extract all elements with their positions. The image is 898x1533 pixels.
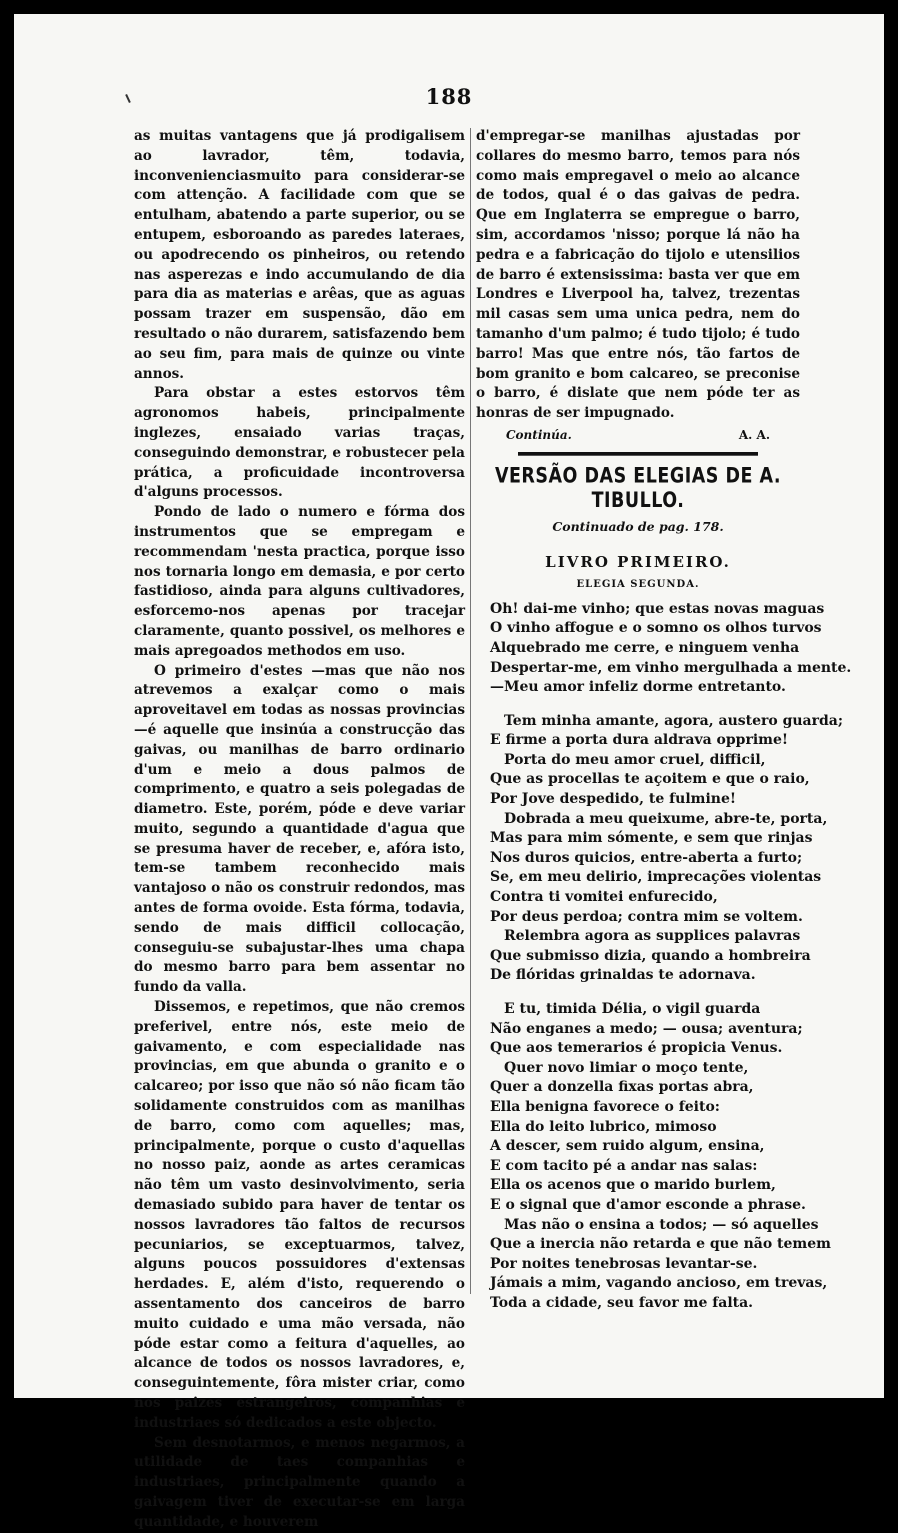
verse-line: E firme a porta dura aldrava opprime! <box>490 732 789 749</box>
right-column <box>476 127 852 1314</box>
page-number: 188 <box>425 84 473 109</box>
verse-line: Mas para mim sómente, e sem que rinjas <box>490 830 813 847</box>
verse-line: Jámais a mim, vagando ancioso, em trevas, <box>490 1275 828 1292</box>
verse-line: Se, em meu delirio, imprecações violentas <box>490 869 822 886</box>
paragraph: d'empregar-se manilhas ajustadas por collares do mesmo barro, temos para nós como mais empregavel o meio ao alcance de todos, qual é o das gaivas de pedra. Que em Inglaterra se empregue o barro, sim, accordamos 'nisso; porque lá não ha pedra e a fabricação do tijolo e utensilios de barro é extensissima: basta ver que em Londres e Liverpool ha, talvez, trezentas mil casas sem uma unica pedra, nem do tamanho d'um palmo; é tudo tijolo; é tudo barro! Mas que entre nós, tão fartos de bom granito e bom calcareo, se preconise o barro, é dislate que nem póde ter as honras de ser impugnado. <box>476 128 800 422</box>
verse-line: Relembra agora as supplices palavras <box>504 928 801 945</box>
verse-line: Não enganes a medo; — ousa; aventura; <box>490 1020 803 1037</box>
poem-verses <box>476 600 852 1314</box>
verse-line: Ella benigna favorece o feito: <box>490 1098 720 1115</box>
verse-line: Alquebrado me cerre, e ninguem venha <box>490 639 800 656</box>
verse-line: Por noites tenebrosas levantar-se. <box>490 1255 758 1272</box>
stanza-gap <box>476 986 800 1000</box>
verse-line: E tu, timida Délia, o vigil guarda <box>504 1001 761 1018</box>
verse-line: Quer a donzella fixas portas abra, <box>490 1079 754 1096</box>
verse-line: Que aos temerarios é propicia Venus. <box>490 1040 783 1057</box>
book-heading: LIVRO PRIMEIRO. <box>545 553 731 572</box>
continua-note: Continúa. <box>506 427 572 442</box>
verse-line: Que a inercia não retarda e que não temem <box>490 1236 831 1253</box>
verse-line: Porta do meu amor cruel, difficil, <box>504 751 766 768</box>
section-rule <box>518 452 758 456</box>
continued-from <box>476 517 800 537</box>
verse-line: De flóridas grinaldas te adornava. <box>490 967 756 984</box>
document-page <box>14 14 884 1530</box>
paragraph: as muitas vantagens que já prodigalisem ao lavrador, têm, todavia, inconvenienciasmuito para considerar-se com attenção. A facilidade com que se entulham, abatendo a parte superior, ou se entupem, esboroando as paredes lateraes, ou apodrecendo os pinheiros, ou retendo nas asperezas e indo accumulando de dia para dia as materias e arêas, que as aguas possam trazer em suspensão, dão em resultado o não durarem, satisfazendo bem ao seu fim, para mais de quinze ou vinte annos. <box>134 128 465 382</box>
verse-line: Despertar-me, em vinho mergulhada a mente. <box>490 659 852 676</box>
verse-line: Dobrada a meu queixume, abre-te, porta, <box>504 810 828 827</box>
verse-line: Mas não o ensina a todos; — só aquelles <box>504 1216 819 1233</box>
article-signature <box>476 426 800 446</box>
elegy-heading: ELEGIA SEGUNDA. <box>576 578 700 590</box>
paragraph: Pondo de lado o numero e fórma dos instrumentos que se empregam e recommendam 'nesta practica, porque isso nos tornaria longo em demasia, e por certo fastidioso, ainda para alguns cultivadores, esforcemo-nos apenas por tracejar claramente, quanto possivel, os melhores e mais apregoados methodos em uso. <box>134 504 465 659</box>
verse-line: Nos duros quicios, entre-aberta a furto; <box>490 849 803 866</box>
author-initials: A. A. <box>738 427 770 442</box>
verse-line: A descer, sem ruido algum, ensina, <box>490 1138 765 1155</box>
verse-line: Quer novo limiar o moço tente, <box>504 1059 749 1076</box>
verse-line: Ella os acenos que o marido burlem, <box>490 1177 776 1194</box>
verse-line: Que submisso dizia, quando a hombreira <box>490 947 811 964</box>
verse-line: O vinho affogue e o somno os olhos turvos <box>490 620 822 637</box>
stanza-gap <box>476 698 800 712</box>
verse-line: Por Jove despedido, te fulmine! <box>490 791 737 808</box>
verse-line: Contra ti vomitei enfurecido, <box>490 889 718 906</box>
continued-from-text: Continuado de pag. 178. <box>552 519 724 535</box>
verse-line: Ella do leito lubrico, mimoso <box>490 1118 717 1135</box>
column-divider <box>470 128 471 1294</box>
verse-line: —Meu amor infeliz dorme entretanto. <box>490 679 786 696</box>
verse-line: Por deus perdoa; contra mim se voltem. <box>490 908 803 925</box>
paragraph: Para obstar a estes estorvos têm agronomos habeis, principalmente inglezes, ensaiado varias traças, conseguindo demonstrar, e robustecer pela prática, a proficuidade incontroversa d'alguns processos. <box>134 385 465 501</box>
paragraph: Dissemos, e repetimos, que não cremos preferivel, entre nós, este meio de gaivamento, e com especialidade nas provincias, em que abunda o granito e o calcareo; por isso que não só não ficam tão solidamente construidos com as manilhas de barro, como com aquelles; mas, principalmente, porque o custo d'aquellas no nosso paiz, aonde as artes ceramicas não têm um vasto desinvolvimento, seria demasiado subido para haver de tentar os nossos lavradores tão faltos de recursos pecuniarios, se exceptuarmos, talvez, alguns poucos possuidores d'extensas herdades. E, além d'isto, requerendo o assentamento dos canceiros de barro muito cuidado e uma mão versada, não póde estar como a feitura d'aquelles, ao alcance de todos os nossos lavradores, e, conseguintemente, fôra mister criar, como nos paizes estrangeiros, companhias e industriaes só dedicados a este objecto. <box>134 999 465 1431</box>
verse-line: Que as procellas te açoitem e que o raio, <box>490 771 810 788</box>
paragraph: O primeiro d'estes —mas que não nos atrevemos a exalçar como o mais aproveitavel em todas as nossas provincias —é aquelle que insinúa a construcção das gaivas, ou manilhas de barro ordinario d'um e meio a dous palmos de comprimento, e quatro a seis polegadas de diametro. Este, porém, póde e deve variar muito, segundo a quantidade d'agua que se presuma haver de receber, e, afóra isto, tem-se tambem reconhecido mais vantajoso o não os construir redondos, mas antes de forma ovoide. Esta fórma, todavia, sendo de mais difficil collocação, conseguiu-se subajustar-lhes uma chapa do mesmo barro para bem assentar no fundo da valla. <box>134 662 465 996</box>
verse-line: E o signal que d'amor esconde a phrase. <box>490 1196 806 1213</box>
verse-line: Tem minha amante, agora, austero guarda; <box>504 712 844 729</box>
verse-line: Toda a cidade, seu favor me falta. <box>490 1294 754 1311</box>
verse-line: Oh! dai-me vinho; que estas novas maguas <box>490 600 825 617</box>
left-column <box>134 127 465 1533</box>
poem-title: VERSÃO DAS ELEGIAS DE A. TIBULLO. <box>494 464 782 513</box>
paragraph: Sem desnotarmos, e menos negarmos, a utilidade de taes companhias e industriaes, principalmente quando a gaivagem tiver de executar-se em larga quantidade, e houverem <box>134 1434 465 1530</box>
verse-line: E com tacito pé a andar nas salas: <box>490 1157 758 1174</box>
